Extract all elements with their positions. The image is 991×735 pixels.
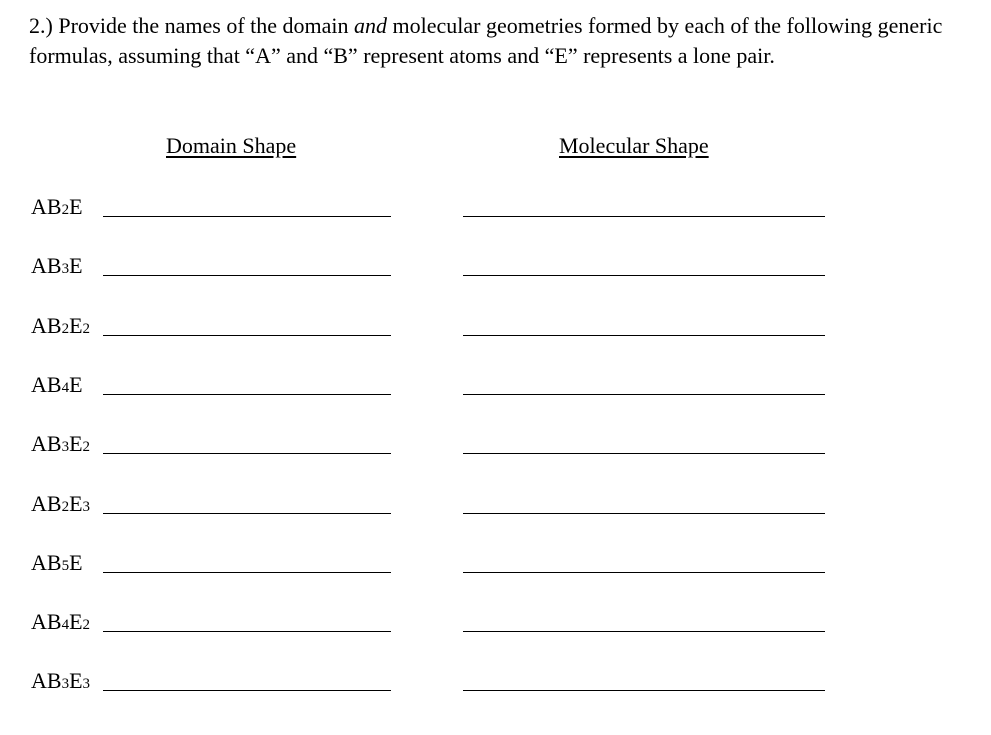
domain-shape-answer-line[interactable] — [103, 690, 391, 691]
formula-symbol-e: E — [69, 491, 83, 516]
formula-symbol-e: E — [69, 313, 83, 338]
formula-b-count: 2 — [61, 499, 70, 515]
molecular-shape-answer-line[interactable] — [463, 216, 825, 217]
formula-label — [31, 548, 83, 581]
formula-row — [0, 311, 991, 351]
formula-symbol-a: A — [31, 431, 47, 456]
formula-b-count: 3 — [61, 439, 70, 455]
formula-symbol-a: A — [31, 550, 47, 575]
formula-symbol-e: E — [69, 253, 83, 278]
formula-e-count: 2 — [82, 617, 91, 633]
molecular-shape-answer-line[interactable] — [463, 453, 825, 454]
question-emphasis: and — [354, 13, 388, 38]
formula-row — [0, 251, 991, 291]
formula-symbol-e: E — [69, 550, 83, 575]
formula-symbol-a: A — [31, 609, 47, 634]
formula-e-count: 3 — [82, 676, 91, 692]
domain-shape-answer-line[interactable] — [103, 453, 391, 454]
molecular-shape-answer-line[interactable] — [463, 690, 825, 691]
formula-symbol-e: E — [69, 372, 83, 397]
formula-row — [0, 666, 991, 706]
formula-symbol-e: E — [69, 194, 83, 219]
formula-label — [31, 370, 83, 403]
formula-row — [0, 548, 991, 588]
domain-shape-answer-line[interactable] — [103, 394, 391, 395]
formula-e-count: 2 — [82, 321, 91, 337]
formula-symbol-b: B — [46, 609, 62, 634]
domain-shape-answer-line[interactable] — [103, 631, 391, 632]
formula-symbol-b: B — [46, 491, 62, 516]
formula-b-count: 2 — [61, 321, 70, 337]
formula-symbol-b: B — [46, 313, 62, 338]
formula-symbol-a: A — [31, 491, 47, 516]
formula-b-count: 3 — [61, 261, 70, 277]
formula-b-count: 4 — [61, 380, 70, 396]
formula-label — [31, 192, 83, 225]
molecular-shape-answer-line[interactable] — [463, 572, 825, 573]
formula-b-count: 3 — [61, 676, 70, 692]
formula-symbol-a: A — [31, 253, 47, 278]
formula-label — [31, 489, 90, 522]
formula-row — [0, 192, 991, 232]
question-number: 2.) — [29, 13, 53, 38]
formula-row — [0, 607, 991, 647]
formula-symbol-b: B — [46, 372, 62, 397]
formula-label — [31, 311, 90, 344]
formula-row — [0, 429, 991, 469]
formula-symbol-e: E — [69, 609, 83, 634]
molecular-shape-header: Molecular Shape — [559, 133, 709, 158]
formula-label — [31, 666, 90, 699]
formula-symbol-e: E — [69, 431, 83, 456]
formula-symbol-a: A — [31, 372, 47, 397]
domain-shape-answer-line[interactable] — [103, 513, 391, 514]
formula-e-count: 2 — [82, 439, 91, 455]
formula-symbol-b: B — [46, 668, 62, 693]
formula-symbol-e: E — [69, 668, 83, 693]
domain-shape-header: Domain Shape — [166, 133, 297, 158]
domain-shape-answer-line[interactable] — [103, 216, 391, 217]
formula-row — [0, 370, 991, 410]
question-text-after: molecular geometries formed by each of the following generic formulas, assuming that “A” and “B” represent atoms and “E” represents a lone pair. — [29, 13, 943, 68]
formula-symbol-a: A — [31, 194, 47, 219]
formula-label — [31, 251, 83, 284]
formula-b-count: 4 — [61, 617, 70, 633]
formula-symbol-b: B — [46, 550, 62, 575]
molecular-shape-answer-line[interactable] — [463, 394, 825, 395]
molecular-shape-answer-line[interactable] — [463, 275, 825, 276]
formula-symbol-a: A — [31, 313, 47, 338]
domain-shape-answer-line[interactable] — [103, 275, 391, 276]
question-text — [29, 11, 969, 71]
formula-label — [31, 607, 90, 640]
domain-shape-answer-line[interactable] — [103, 572, 391, 573]
formula-b-count: 2 — [61, 202, 70, 218]
formula-label — [31, 429, 90, 462]
formula-e-count: 3 — [82, 499, 91, 515]
formula-symbol-a: A — [31, 668, 47, 693]
formula-row — [0, 489, 991, 529]
molecular-shape-answer-line[interactable] — [463, 631, 825, 632]
formula-b-count: 5 — [61, 558, 70, 574]
formula-symbol-b: B — [46, 431, 62, 456]
formula-symbol-b: B — [46, 194, 62, 219]
molecular-shape-answer-line[interactable] — [463, 513, 825, 514]
domain-shape-answer-line[interactable] — [103, 335, 391, 336]
formula-symbol-b: B — [46, 253, 62, 278]
question-text-before: Provide the names of the domain — [58, 13, 349, 38]
molecular-shape-answer-line[interactable] — [463, 335, 825, 336]
